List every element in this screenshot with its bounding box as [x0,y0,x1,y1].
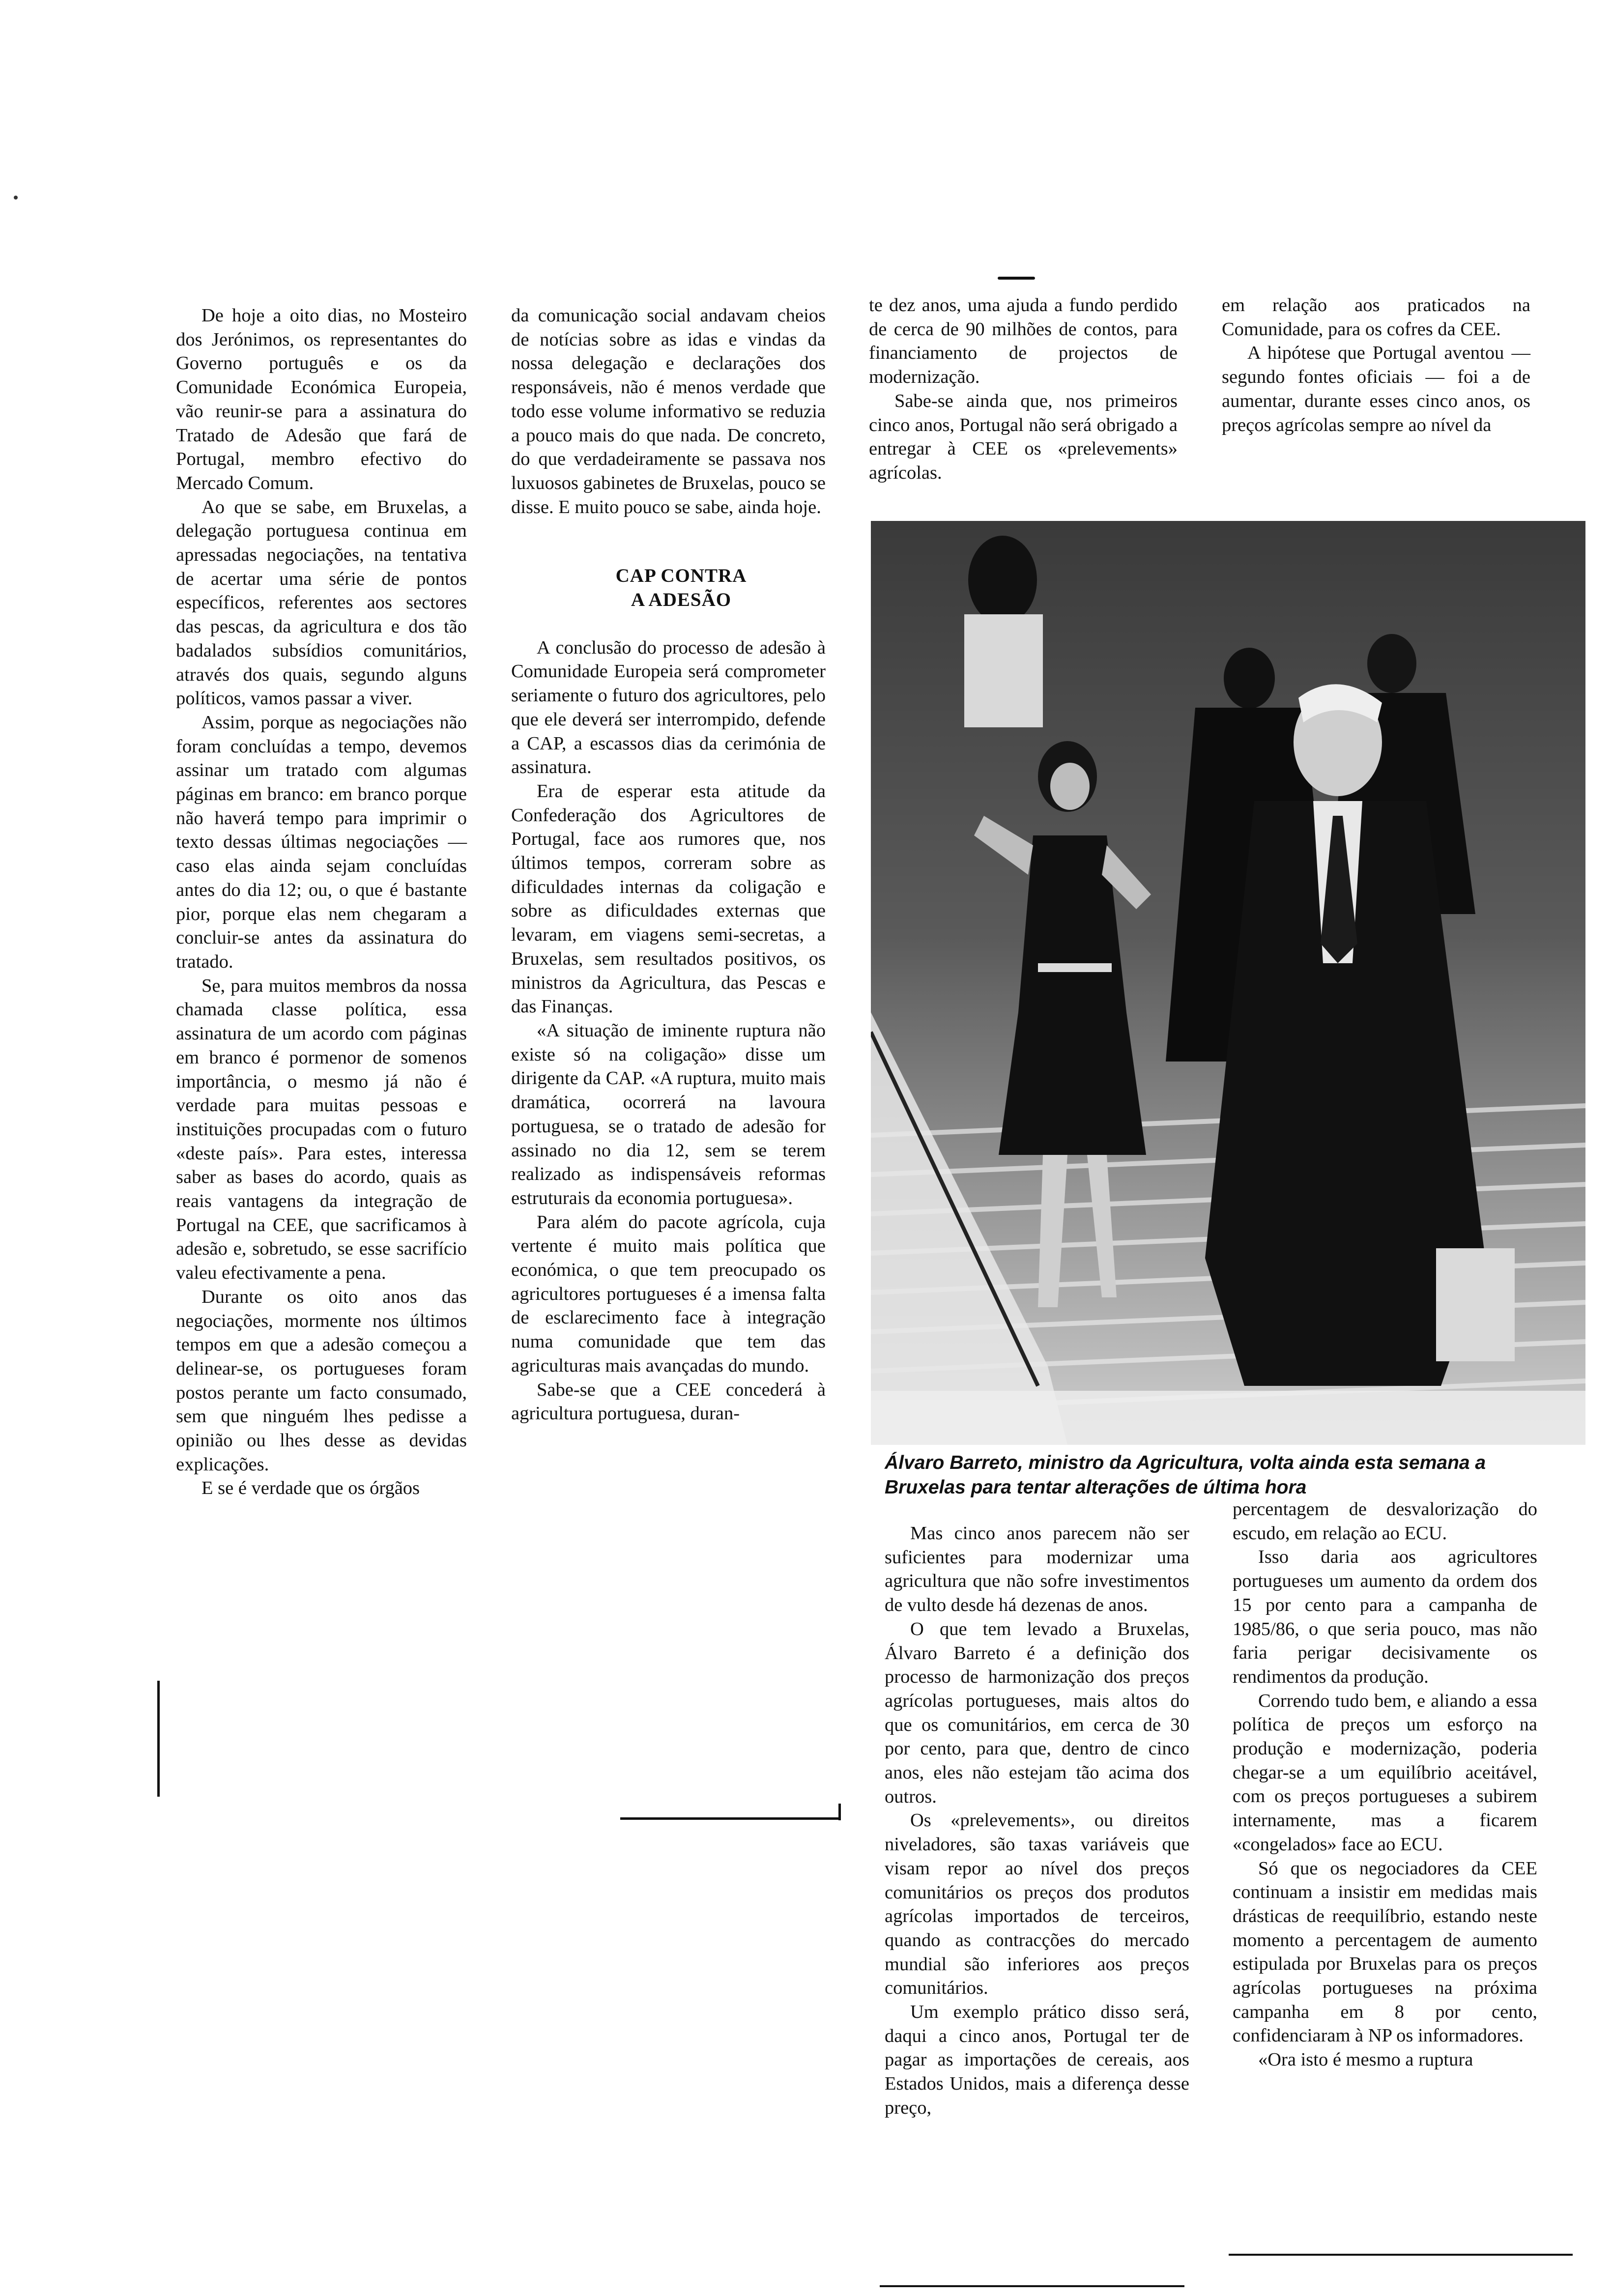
section-heading-line-1: CAP CONTRA [615,565,747,587]
paragraph: «Ora isto é mesmo a ruptura [1258,2049,1473,2070]
stray-dot [14,196,18,200]
bottom-rule-left [880,2285,1184,2287]
paragraph: Correndo tudo bem, e aliando a essa política de preços um esforço na produção e modernização, poderia chegar-se a um equilíbrio aceitável, com os preços portugueses a subirem internamente, mas a ficarem «congelados» face ao ECU. [1233,1690,1537,1855]
column-end-rule-tick [838,1804,841,1820]
column-end-rule [620,1817,840,1820]
bottom-rule-right [1229,2254,1573,2256]
photo-caption: Álvaro Barreto, ministro da Agricultura, volta ainda esta semana a Bruxelas para tentar alterações de última hora [885,1452,1486,1498]
paragraph: Durante os oito anos das negociações, mormente nos últimos tempos em que a adesão começou a delinear-se, os portugueses foram postos perante um facto consumado, sem que ninguém lhes pedisse a opinião ou lhes desse as devidas explicações. [176,1286,467,1475]
paragraph: Para além do pacote agrícola, cuja vertente é muito mais política que económica, o que tem preocupado os agricultores portugueses é a imensa falta de esclarecimento face à integração numa comunidade que tem das agriculturas mais avançadas do mundo. [511,1211,826,1376]
paragraph: Os «prelevements», ou direitos niveladores, são taxas variáveis que visam repor ao nível dos preços comunitários os preços dos produtos agrícolas importados de terceiros, quando as contracções do mercado mundial são inferiores aos preços comunitários. [885,1810,1189,1999]
photo-ministers-descending-stairs-icon [871,521,1585,1445]
paragraph: Assim, porque as negociações não foram concluídas a tempo, devemos assinar um tratado com algumas páginas em branco: em branco porque não haverá tempo para imprimir o texto dessas últimas negociações — caso elas ainda sejam concluídas antes do dia 12; ou, o que é bastante pior, porque elas nem chegaram a concluir-se antes da assinatura do tratado. [176,712,467,972]
paragraph: percentagem de desvalorização do escudo, em relação ao ECU. [1233,1499,1537,1544]
paragraph: De hoje a oito dias, no Mosteiro dos Jerónimos, os representantes do Governo português e os da Comunidade Económica Europeia, vão reunir-se para a assinatura do Tratado de Adesão que fará de Portugal, membro efectivo do Mercado Comum. [176,305,467,493]
column-2-body [511,636,826,1426]
paragraph: Se, para muitos membros da nossa chamada classe política, essa assinatura de um acordo com páginas em branco é pormenor de somenos importância, o mesmo já não é verdade para muitas pessoas e instituições procupadas com o futuro «deste país». Para estes, interessa saber as bases do acordo, quais as reais vantagens da integração de Portugal na CEE, que sacrificamos à adesão e, sobretudo, se esse sacrifício valeu efectivamente a pena. [176,975,467,1284]
paragraph: Isso daria aos agricultores portugueses um aumento da ordem dos 15 por cento para a campanha de 1985/86, o que seria pouco, mas não faria perigar decisivamente os rendimentos da produção. [1233,1547,1537,1687]
article-column-5 [885,1521,1189,2120]
article-column-6 [1233,1497,1537,2072]
paragraph: te dez anos, uma ajuda a fundo perdido de cerca de 90 milhões de contos, para financiamento de projectos de modernização. [869,295,1178,388]
paragraph: Só que os negociadores da CEE continuam a insistir em medidas mais drásticas de reequilíbrio, estando neste momento a percentagem de aumento estipulada por Bruxelas para os preços agrícolas portugueses na próxima campanha em 8 por cento, confidenciaram à NP os informadores. [1233,1858,1537,2046]
paragraph: Ao que se sabe, em Bruxelas, a delegação portuguesa continua em apressadas negociações, na tentativa de acertar uma série de pontos específicos, referentes aos sectores das pescas, da agricultura e dos tão badalados subsídios comunitários, através dos quais, segundo alguns políticos, vamos passar a viver. [176,496,467,709]
article-column-3 [869,293,1178,485]
paragraph: Sabe-se que a CEE concederá à agricultura portuguesa, duran- [511,1379,826,1424]
news-photo [871,521,1585,1445]
paragraph: A hipótese que Portugal aventou — segundo fontes oficiais — foi a de aumentar, durante esses cinco anos, os preços agrícolas sempre ao nível da [1222,343,1530,435]
paragraph: em relação aos praticados na Comunidade, para os cofres da CEE. [1222,295,1530,340]
margin-bar [157,1681,160,1797]
paragraph: E se é verdade que os órgãos [202,1478,420,1499]
article-column-4 [1222,293,1530,437]
section-heading-line-2: A ADESÃO [631,589,732,611]
paragraph: da comunicação social andavam cheios de notícias sobre as idas e vindas da nossa delegação e declarações dos responsáveis, não é menos verdade que todo esse volume informativo se reduzia a pouco mais do que nada. De concreto, do que verdadeiramente se passava nos luxuosos gabinetes de Bruxelas, pouco se disse. E muito pouco se sabe, ainda hoje. [511,305,826,517]
paragraph: A conclusão do processo de adesão à Comunidade Europeia será comprometer seriamente o futuro dos agricultores, pelo que ele deverá ser interrompido, defende a CAP, a escassos dias da cerimónia de assinatura. [511,637,826,778]
column-2-intro [511,304,826,519]
paragraph: «A situação de iminente ruptura não existe só na coligação» disse um dirigente da CAP. «A ruptura, muito mais dramática, ocorrerá na lavoura portuguesa, se o tratado de adesão for assinado no dia 12, sem se terem realizado as indispensáveis reformas estruturais da economia portuguesa». [511,1020,826,1208]
paragraph: O que tem levado a Bruxelas, Álvaro Barreto é a definição dos processo de harmonização dos preços agrícolas portugueses, mais altos do que os comunitários, em cerca de 30 por cento, para que, dentro de cinco anos, eles não estejam tão acima dos outros. [885,1618,1189,1807]
paragraph: Um exemplo prático disso será, daqui a cinco anos, Portugal ter de pagar as importações de cereais, aos Estados Unidos, mais a diferença desse preço, [885,2002,1189,2118]
paragraph: Mas cinco anos parecem não ser suficientes para modernizar uma agricultura que não sofre investimentos de vulto desde há dezenas de anos. [885,1523,1189,1616]
paragraph: Sabe-se ainda que, nos primeiros cinco anos, Portugal não será obrigado a entregar à CEE os «prelevements» agrícolas. [869,390,1178,483]
article-column-1 [176,304,467,1500]
paragraph: Era de esperar esta atitude da Confederação dos Agricultores de Portugal, face aos rumores que, nos últimos tempos, correram sobre as dificuldades internas da coligação e sobre as dificuldades externas que levaram, em viagens semi-secretas, a Bruxelas, sem resultados positivos, os ministros da Agricultura, das Pescas e das Finanças. [511,780,826,1017]
column-top-mark [998,277,1035,280]
article-column-2 [511,304,826,1426]
